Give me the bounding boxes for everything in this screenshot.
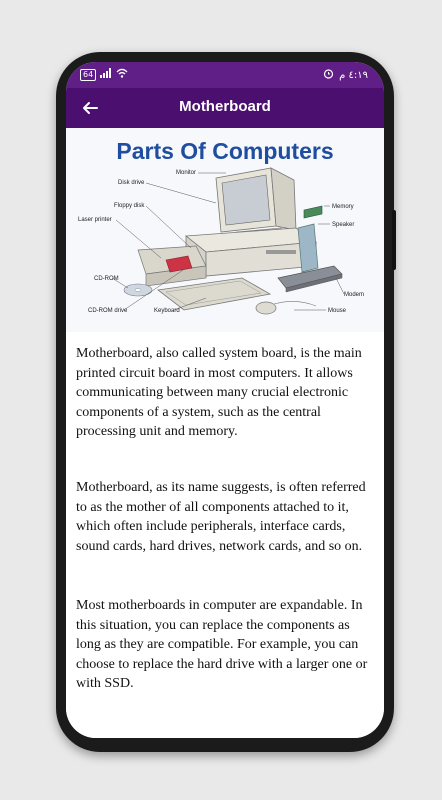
clock-text: ٤:١٩ م — [339, 69, 368, 81]
paragraph: Most motherboards in computer are expandable. In this situation, you can replace the components as long as they are compatible. For example, you can choose to replace the hard drive with a larger one or with SSD. — [76, 598, 368, 692]
label-cd-rom: CD-ROM — [94, 276, 119, 282]
speaker-icon — [298, 224, 318, 272]
article-body — [66, 332, 384, 738]
label-mouse: Mouse — [328, 308, 347, 314]
screen — [66, 62, 384, 738]
signal-icon — [100, 68, 112, 81]
label-laser-printer: Laser printer — [78, 217, 112, 223]
mouse-icon — [256, 301, 316, 314]
label-memory: Memory — [332, 204, 354, 210]
paragraph: Motherboard, also called system board, is the main printed circuit board in most computers. It allows communicating between many crucial electronic components of a system, such as the central processing unit and memory. — [76, 346, 362, 440]
battery-icon: 64 — [80, 69, 96, 81]
label-modem: Modem — [344, 292, 365, 298]
volume-button — [392, 210, 396, 270]
label-floppy-disk: Floppy disk — [114, 203, 145, 209]
keyboard-icon — [158, 278, 270, 310]
cd-rom-icon — [124, 284, 152, 296]
wifi-icon — [116, 68, 128, 81]
paragraph: Motherboard, as its name suggests, is often referred to as the mother of all components attached to it, which often include peripherals, interface cards, sound cards, hard drives, network cards, and so on. — [76, 480, 366, 554]
alarm-icon — [323, 68, 334, 82]
status-bar — [66, 62, 384, 88]
app-bar — [66, 88, 384, 128]
label-keyboard: Keyboard — [154, 308, 180, 314]
hero-image — [66, 128, 384, 332]
label-monitor: Monitor — [176, 170, 197, 176]
page-title: Motherboard — [179, 98, 271, 115]
label-disk-drive: Disk drive — [118, 180, 145, 186]
label-cd-rom-drive: CD-ROM drive — [88, 308, 128, 314]
label-speaker: Speaker — [332, 222, 355, 228]
computer-parts-illustration — [66, 128, 384, 332]
memory-icon — [304, 206, 322, 218]
hero-title: Parts Of Computers — [116, 138, 334, 164]
